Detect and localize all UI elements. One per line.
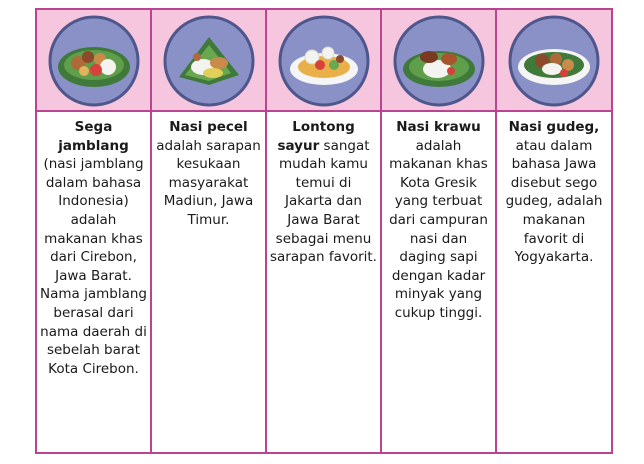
dish-description: adalah sarapan kesukaan masyarakat Madiun, Jawa Timur. [156,137,261,228]
dish-image-cell [36,9,151,111]
nasi-pecel-dish-icon [163,15,255,107]
dish-name: Sega jamblang [58,119,129,154]
dish-image-cell [151,9,266,111]
dish-description: adalah makanan khas Kota Gresik yang terbuat dari campuran nasi dan daging sapi dengan kadar minyak yang cukup tinggi. [389,137,488,321]
lontong-sayur-dish-icon [278,15,370,107]
dish-name: Nasi krawu [396,119,481,135]
dish-info-cell [151,111,266,453]
dish-name: Nasi gudeg, [508,119,600,135]
dish-image-cell [496,9,612,111]
food-table [35,8,613,454]
dish-info-cell [36,111,151,453]
dish-image-cell [381,9,496,111]
dish-image-cell [266,9,381,111]
dish-info-cell [496,111,612,453]
dish-info-cell [266,111,381,453]
sega-jamblang-dish-icon [48,15,140,107]
nasi-krawu-dish-icon [393,15,485,107]
dish-description: (nasi jamblang dalam bahasa Indonesia) adalah makanan khas dari Cirebon, Jawa Barat. Nama jamblang berasal dari nama daerah di sebelah barat Kota Cirebon. [40,156,147,377]
image-row [36,9,612,111]
text-row [36,111,612,453]
nasi-gudeg-dish-icon [508,15,600,107]
dish-description: sangat mudah kamu temui di Jakarta dan Jawa Barat sebagai menu sarapan favorit. [270,137,377,266]
dish-description: atau dalam bahasa Jawa disebut sego gudeg, adalah makanan favorit di Yogyakarta. [505,137,603,266]
dish-name: Nasi pecel [169,119,248,135]
dish-name: Lontong sayur [277,119,355,154]
dish-info-cell [381,111,496,453]
